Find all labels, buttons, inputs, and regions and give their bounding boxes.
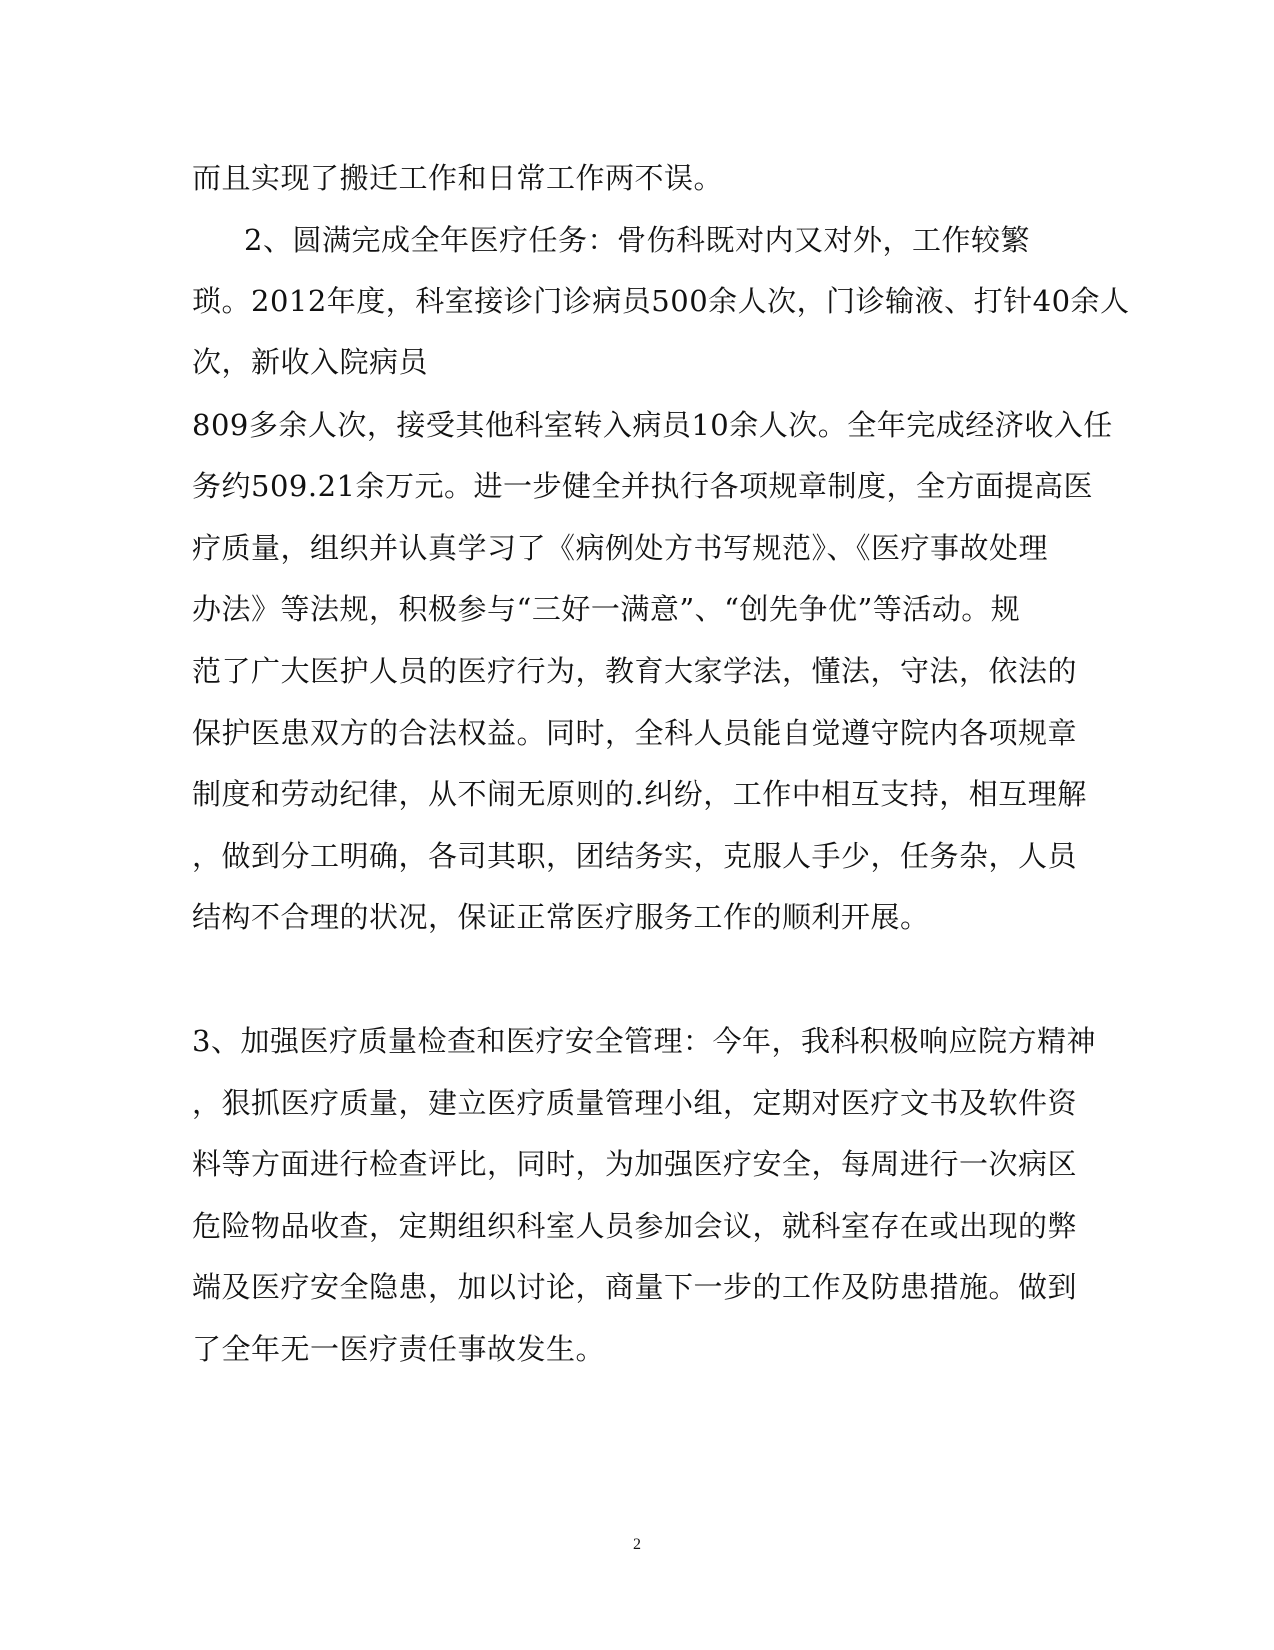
page-number: 2 <box>633 1536 641 1553</box>
paragraph-line: 务约509.21余万元。进一步健全并执行各项规章制度，全方面提高医 <box>192 469 1093 503</box>
paragraph-line: 疗质量，组织并认真学习了《病例处方书写规范》、《医疗事故处理 <box>192 531 1049 565</box>
paragraph-line: 范了广大医护人员的医疗行为，教育大家学法，懂法，守法，依法的 <box>192 654 1078 688</box>
paragraph-line: 危险物品收查，定期组织科室人员参加会议，就科室存在或出现的弊 <box>192 1209 1078 1243</box>
paragraph-line: 端及医疗安全隐患，加以讨论，商量下一步的工作及防患措施。做到 <box>192 1270 1078 1304</box>
paragraph-line: 809多余人次，接受其他科室转入病员10余人次。全年完成经济收入任 <box>192 408 1113 442</box>
paragraph-line: 保护医患双方的合法权益。同时，全科人员能自觉遵守院内各项规章 <box>192 716 1078 750</box>
paragraph-line: 料等方面进行检查评比，同时，为加强医疗安全，每周进行一次病区 <box>192 1147 1078 1181</box>
paragraph-line: 了全年无一医疗责任事故发生。 <box>192 1332 606 1366</box>
paragraph-line: 结构不合理的状况，保证正常医疗服务工作的顺利开展。 <box>192 900 930 934</box>
paragraph-line: 而且实现了搬迁工作和日常工作两不误。 <box>192 161 724 195</box>
paragraph-line: 制度和劳动纪律，从不闹无原则的.纠纷，工作中相互支持，相互理解 <box>192 777 1087 811</box>
paragraph-line: 办法》等法规，积极参与“三好一满意”、“创先争优”等活动。规 <box>192 592 1021 626</box>
paragraph-line: 3、加强医疗质量检查和医疗安全管理：今年，我科积极响应院方精神 <box>192 1024 1096 1058</box>
paragraph-line: ，狠抓医疗质量，建立医疗质量管理小组，定期对医疗文书及软件资 <box>192 1086 1078 1120</box>
paragraph-line: 次，新收入院病员 <box>192 345 429 379</box>
paragraph-line: 2、圆满完成全年医疗任务：骨伤科既对内又对外，工作较繁 <box>244 223 1030 257</box>
paragraph-line: ，做到分工明确，各司其职，团结务实，克服人手少，任务杂，人员 <box>192 839 1078 873</box>
paragraph-line: 琐。2012年度，科室接诊门诊病员500余人次，门诊输液、打针40余人 <box>192 284 1130 318</box>
